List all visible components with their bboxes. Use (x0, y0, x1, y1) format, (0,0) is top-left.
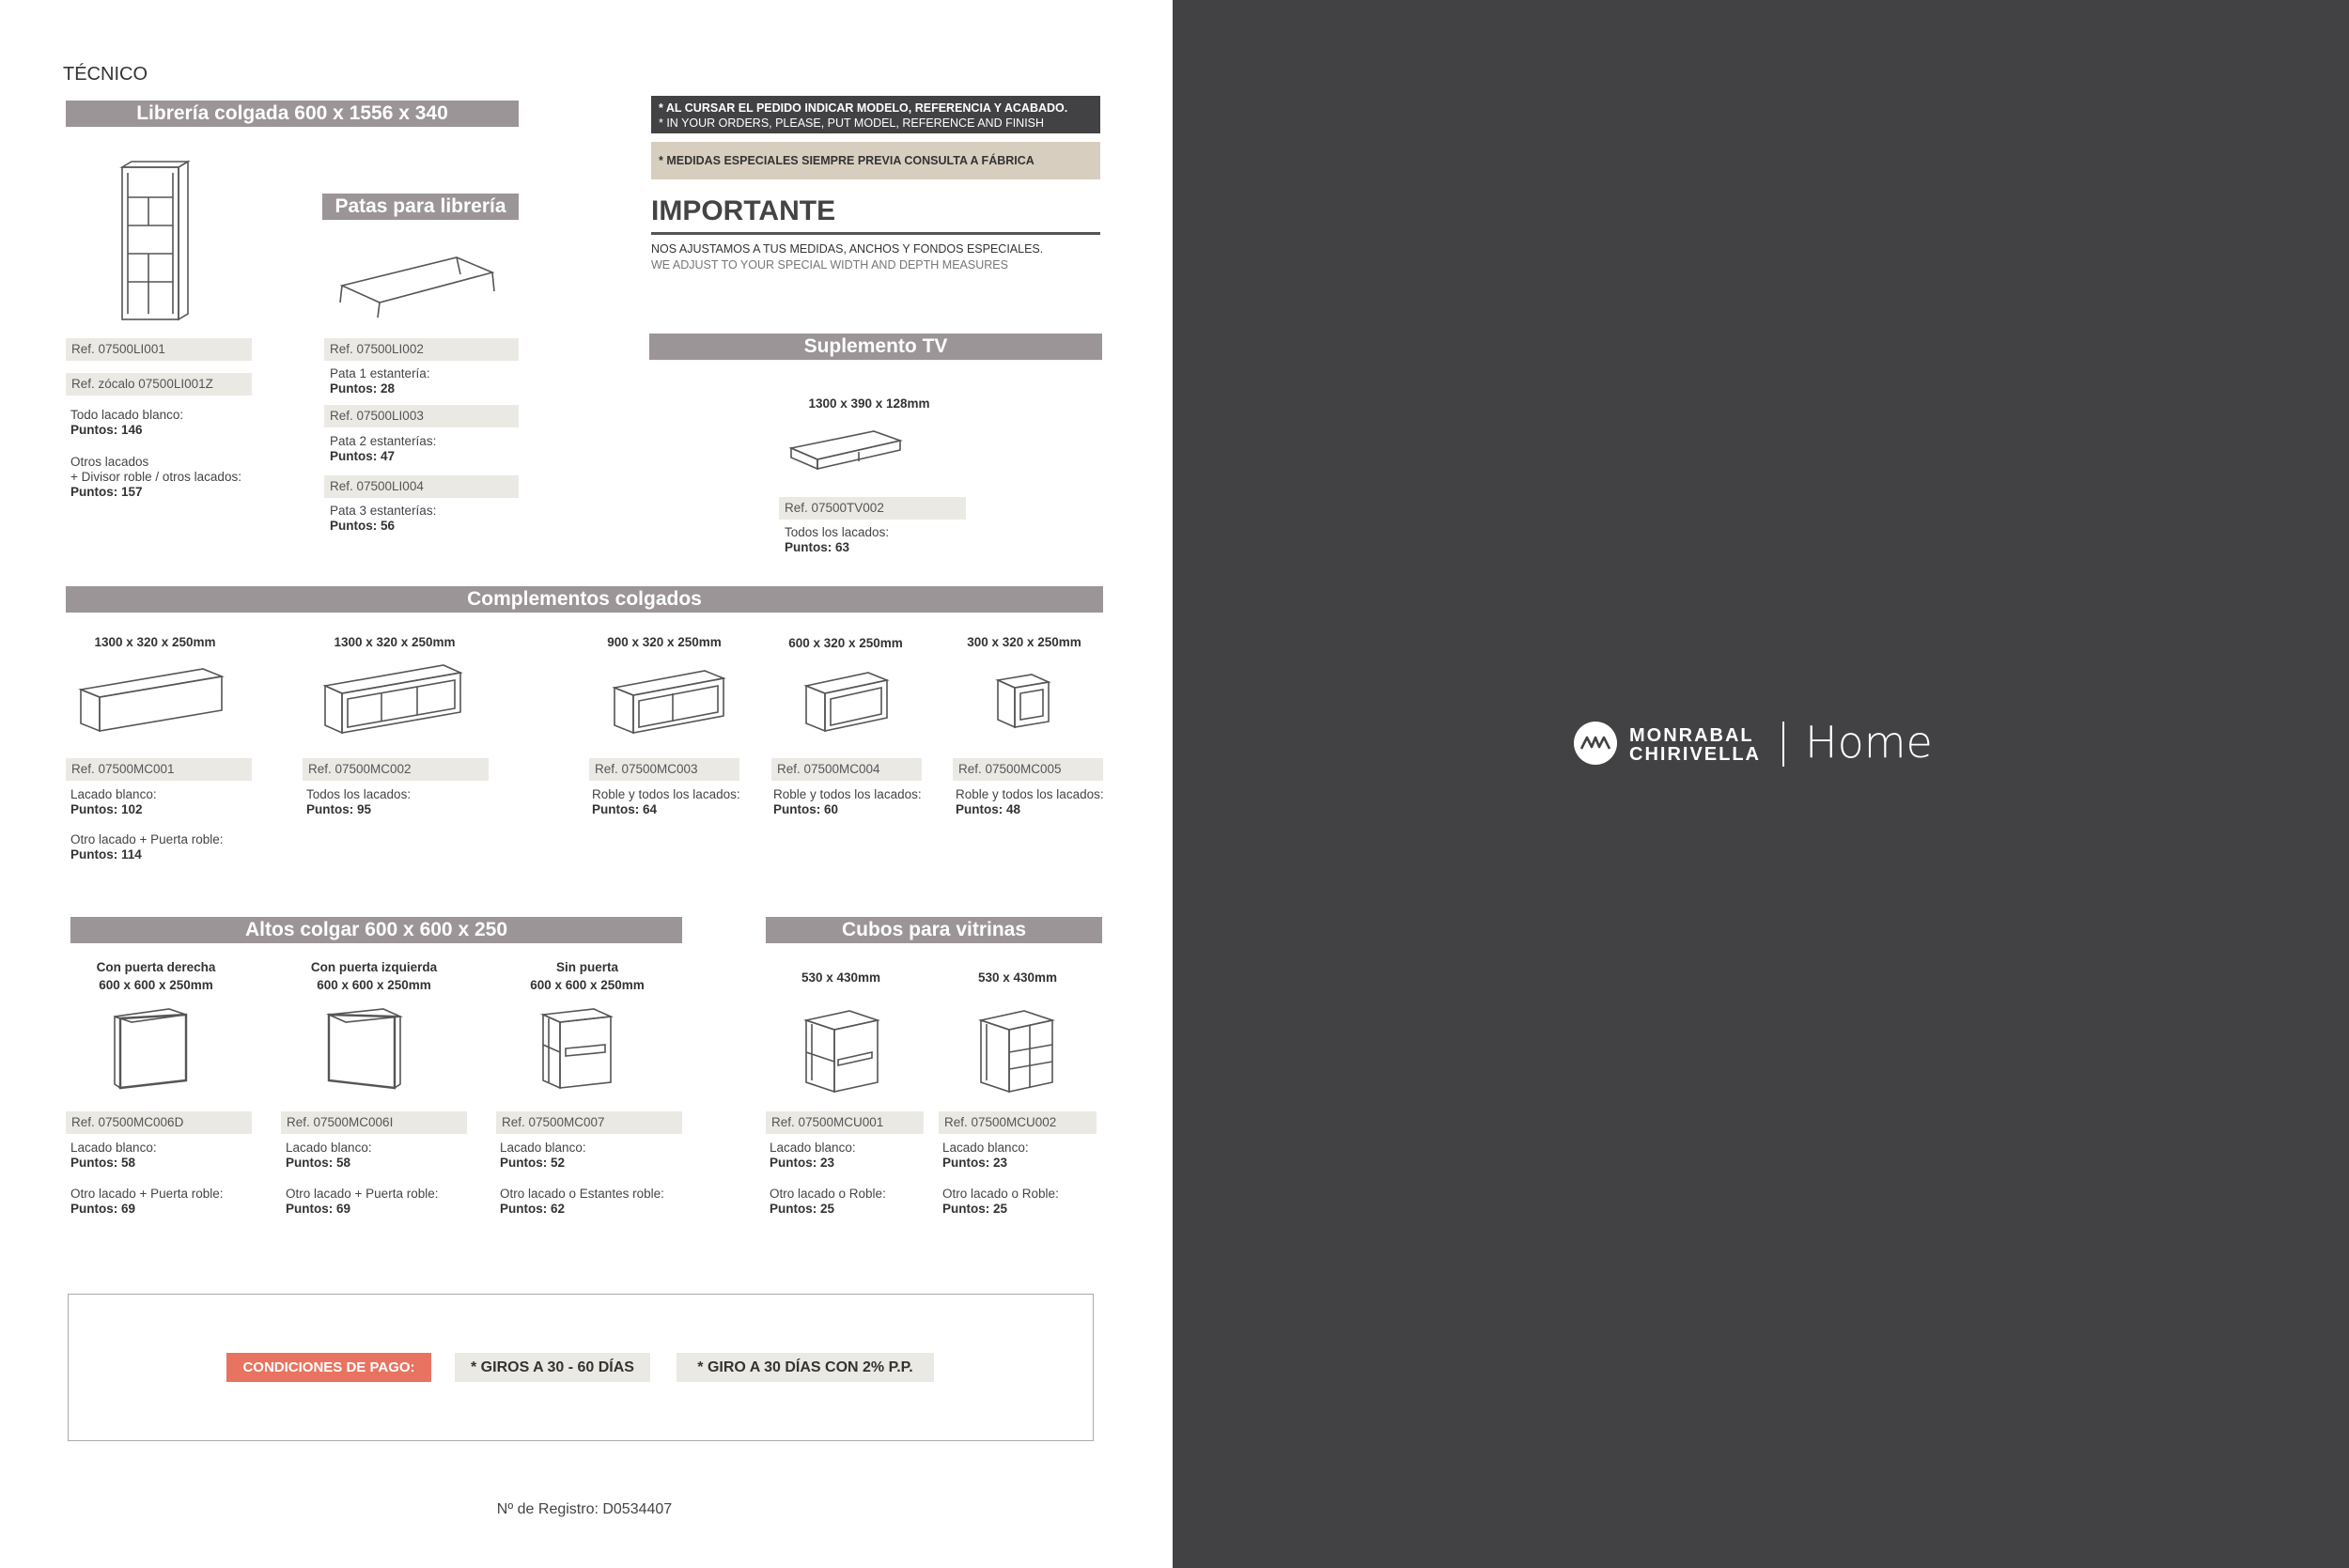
libreria-zocalo-ref: Ref. zócalo 07500LI001Z (66, 373, 252, 396)
importante-es: NOS AJUSTAMOS A TUS MEDIDAS, ANCHOS Y FONDOS ESPECIALES. (651, 242, 1044, 256)
brand-panel (1173, 0, 2349, 1568)
brand-product: Home (1805, 717, 1933, 768)
mc004-ref: Ref. 07500MC004 (771, 758, 922, 781)
mc006d-drawing (113, 1007, 188, 1090)
altos-header: Altos colgar 600 x 600 x 250 (70, 917, 682, 943)
mc006d-price-2: Otro lacado + Puerta roble: Puntos: 69 (70, 1187, 224, 1216)
payment-option-2: * GIRO A 30 DÍAS CON 2% P.P. (677, 1353, 934, 1382)
payment-option-1: * GIROS A 30 - 60 DÍAS (455, 1353, 650, 1382)
mc002-drawing (323, 663, 462, 735)
mc007-price-1: Lacado blanco: Puntos: 52 (500, 1141, 586, 1170)
importante-rule (651, 232, 1100, 235)
brand-divider (1782, 722, 1784, 767)
mc002-dim: 1300 x 320 x 250mm (334, 635, 456, 649)
mc006i-drawing (327, 1007, 402, 1090)
mc006d-ref: Ref. 07500MC006D (66, 1111, 252, 1134)
libreria-drawing (120, 160, 192, 321)
mc005-dim: 300 x 320 x 250mm (967, 635, 1081, 649)
payment-box (68, 1294, 1094, 1441)
mcu001-price-2: Otro lacado o Roble: Puntos: 25 (770, 1187, 886, 1216)
mcu001-dim: 530 x 430mm (801, 970, 881, 985)
catalog-page (0, 0, 1173, 1568)
mc006i-dim: Con puerta izquierda 600 x 600 x 250mm (310, 960, 438, 992)
mc001-ref: Ref. 07500MC001 (66, 758, 252, 781)
mc003-drawing (613, 669, 725, 735)
mc001-price-1: Lacado blanco: Puntos: 102 (70, 787, 157, 816)
mcu002-dim: 530 x 430mm (977, 970, 1058, 985)
complementos-header: Complementos colgados (66, 586, 1103, 613)
mc006i-price-2: Otro lacado + Puerta roble: Puntos: 69 (286, 1187, 439, 1216)
cubos-header: Cubos para vitrinas (766, 917, 1102, 943)
mcu001-price-1: Lacado blanco: Puntos: 23 (770, 1141, 856, 1170)
brand-logo-icon (1573, 721, 1618, 766)
mc007-ref: Ref. 07500MC007 (496, 1111, 682, 1134)
libreria-ref: Ref. 07500LI001 (66, 338, 252, 361)
mcu002-ref: Ref. 07500MCU002 (939, 1111, 1097, 1134)
suplemento-drawing (789, 427, 902, 474)
mc005-drawing (996, 673, 1050, 729)
mcu002-drawing (979, 1009, 1054, 1094)
mc001-price-2: Otro lacado + Puerta roble: Puntos: 114 (70, 832, 224, 862)
order-notice: * AL CURSAR EL PEDIDO INDICAR MODELO, REFERENCIA Y ACABADO. * IN YOUR ORDERS, PLEASE, PUT MODEL, REFERENCE AND FINISH (651, 96, 1100, 133)
special-measures-notice: * MEDIDAS ESPECIALES SIEMPRE PREVIA CONSULTA A FÁBRICA (651, 142, 1100, 179)
mc006i-price-1: Lacado blanco: Puntos: 58 (286, 1141, 372, 1170)
importante-title: IMPORTANTE (651, 195, 836, 226)
mc004-drawing (804, 671, 889, 733)
mc005-ref: Ref. 07500MC005 (953, 758, 1103, 781)
suplemento-header: Suplemento TV (649, 334, 1102, 360)
mc007-price-2: Otro lacado o Estantes roble: Puntos: 62 (500, 1187, 664, 1216)
mc007-dim: Sin puerta 600 x 600 x 250mm (530, 960, 645, 992)
mc002-price: Todos los lacados: Puntos: 95 (306, 787, 412, 816)
libreria-price-1: Todo lacado blanco: Puntos: 146 (70, 408, 184, 437)
mc006d-price-1: Lacado blanco: Puntos: 58 (70, 1141, 157, 1170)
suplemento-price: Todos los lacados: Puntos: 63 (785, 525, 890, 554)
mcu001-ref: Ref. 07500MCU001 (766, 1111, 924, 1134)
mc003-price: Roble y todos los lacados: Puntos: 64 (592, 787, 740, 816)
mc004-price: Roble y todos los lacados: Puntos: 60 (773, 787, 922, 816)
pata-1-price: Pata 1 estantería: Puntos: 28 (330, 366, 430, 396)
mcu002-price-2: Otro lacado o Roble: Puntos: 25 (942, 1187, 1059, 1216)
mc001-drawing (79, 665, 226, 733)
mc006i-ref: Ref. 07500MC006I (281, 1111, 467, 1134)
pata-3-ref: Ref. 07500LI004 (324, 475, 519, 498)
pata-1-ref: Ref. 07500LI002 (324, 338, 519, 361)
mc002-ref: Ref. 07500MC002 (303, 758, 489, 781)
mc005-price: Roble y todos los lacados: Puntos: 48 (956, 787, 1104, 816)
mc007-drawing (541, 1007, 613, 1090)
mc003-dim: 900 x 320 x 250mm (607, 635, 722, 649)
pata-3-price: Pata 3 estanterías: Puntos: 56 (330, 504, 437, 533)
mcu002-price-1: Lacado blanco: Puntos: 23 (942, 1141, 1029, 1170)
registry-number: Nº de Registro: D0534407 (496, 1501, 673, 1517)
suplemento-dim: 1300 x 390 x 128mm (808, 396, 930, 411)
mc006d-dim: Con puerta derecha 600 x 600 x 250mm (96, 960, 216, 992)
mc004-dim: 600 x 320 x 250mm (788, 636, 903, 650)
patas-header: Patas para librería (322, 194, 519, 220)
mc001-dim: 1300 x 320 x 250mm (94, 635, 216, 649)
pata-2-ref: Ref. 07500LI003 (324, 405, 519, 427)
pata-2-price: Pata 2 estanterías: Puntos: 47 (330, 434, 437, 463)
mcu001-drawing (804, 1009, 879, 1094)
libreria-header: Librería colgada 600 x 1556 x 340 (66, 101, 519, 127)
suplemento-ref: Ref. 07500TV002 (779, 497, 966, 520)
section-title: TÉCNICO (63, 64, 148, 85)
brand-name: MONRABAL CHIRIVELLA (1629, 725, 1761, 765)
importante-en: WE ADJUST TO YOUR SPECIAL WIDTH AND DEPTH MEASURES (651, 258, 1008, 272)
mc003-ref: Ref. 07500MC003 (589, 758, 739, 781)
patas-drawing (338, 254, 498, 319)
payment-label: CONDICIONES DE PAGO: (226, 1353, 431, 1382)
libreria-price-2: Otros lacados + Divisor roble / otros lacados: Puntos: 157 (70, 455, 241, 499)
